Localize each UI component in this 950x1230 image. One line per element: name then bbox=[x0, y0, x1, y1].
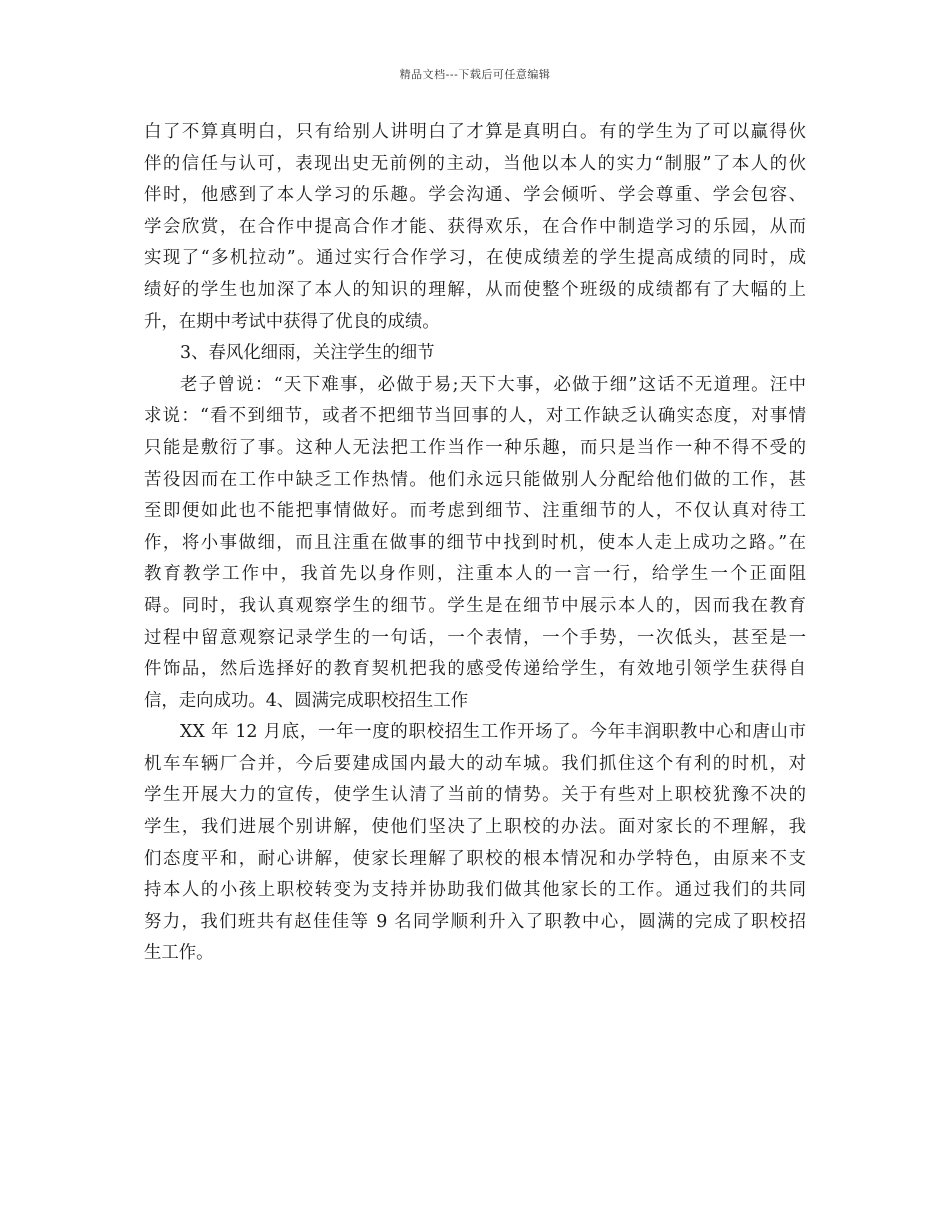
text-line: 努力，我们班共有赵佳佳等 9 名同学顺利升入了职教中心，圆满的完成了职校招 bbox=[144, 911, 806, 932]
text-line: 只能是敷衍了事。这种人无法把工作当作一种乐趣，而只是当作一种不得不受的 bbox=[144, 437, 806, 458]
text-line: 生工作。 bbox=[144, 943, 214, 964]
text-line: 伴时，他感到了本人学习的乐趣。学会沟通、学会倾听、学会尊重、学会包容、 bbox=[144, 185, 806, 206]
text-line: 碍。同时，我认真观察学生的细节。学生是在细节中展示本人的，因而我在教育 bbox=[144, 595, 806, 616]
text-line: 实现了“多机拉动”。通过实行合作学习，在使成绩差的学生提高成绩的同时，成 bbox=[144, 248, 806, 269]
text-line: 升，在期中考试中获得了优良的成绩。 bbox=[144, 311, 440, 332]
text-line: 求说：“看不到细节，或者不把细节当回事的人，对工作缺乏认确实态度，对事情 bbox=[144, 406, 806, 427]
text-line: 3、春风化细雨，关注学生的细节 bbox=[180, 343, 435, 364]
text-line: 信，走向成功。4、圆满完成职校招生工作 bbox=[144, 690, 469, 711]
text-line: 绩好的学生也加深了本人的知识的理解，从而使整个班级的成绩都有了大幅的上 bbox=[144, 279, 806, 300]
page-header: 精品文档---下载后可任意编辑 bbox=[399, 68, 551, 81]
text-line: 苦役因而在工作中缺乏工作热情。他们永远只能做别人分配给他们做的工作，甚 bbox=[144, 469, 806, 490]
text-line: 学生开展大力的宣传，使学生认清了当前的情势。关于有些对上职校犹豫不决的 bbox=[144, 785, 806, 806]
text-line: 学生，我们进展个别讲解，使他们坚决了上职校的办法。面对家长的不理解，我 bbox=[144, 817, 806, 838]
text-line: 学会欣赏，在合作中提高合作才能、获得欢乐，在合作中制造学习的乐园，从而 bbox=[144, 216, 806, 237]
text-line: 白了不算真明白，只有给别人讲明白了才算是真明白。有的学生为了可以赢得伙 bbox=[144, 122, 806, 142]
text-line: 持本人的小孩上职校转变为支持并协助我们做其他家长的工作。通过我们的共同 bbox=[144, 880, 806, 901]
text-line: 们态度平和，耐心讲解，使家长理解了职校的根本情况和办学特色，由原来不支 bbox=[144, 848, 806, 869]
document-body bbox=[144, 117, 806, 970]
text-line: 至即便如此也不能把事情做好。而考虑到细节、注重细节的人，不仅认真对待工 bbox=[144, 501, 806, 522]
text-line: 过程中留意观察记录学生的一句话，一个表情，一个手势，一次低头，甚至是一 bbox=[144, 627, 806, 648]
text-line: 件饰品，然后选择好的教育契机把我的感受传递给学生，有效地引领学生获得自 bbox=[144, 659, 806, 680]
text-line: 教育教学工作中，我首先以身作则，注重本人的一言一行，给学生一个正面阻 bbox=[144, 564, 806, 585]
text-line: 老子曾说：“天下难事，必做于易;天下大事，必做于细”这话不无道理。汪中 bbox=[180, 374, 806, 395]
text-line: 作，将小事做细，而且注重在做事的细节中找到时机，使本人走上成功之路。”在 bbox=[144, 532, 806, 553]
text-line: 伴的信任与认可，表现出史无前例的主动，当他以本人的实力“制服”了本人的伙 bbox=[144, 153, 806, 174]
text-line: 机车车辆厂合并，今后要建成国内最大的动车城。我们抓住这个有利的时机，对 bbox=[144, 753, 806, 774]
text-line: XX 年 12 月底，一年一度的职校招生工作开场了。今年丰润职教中心和唐山市 bbox=[180, 722, 806, 743]
